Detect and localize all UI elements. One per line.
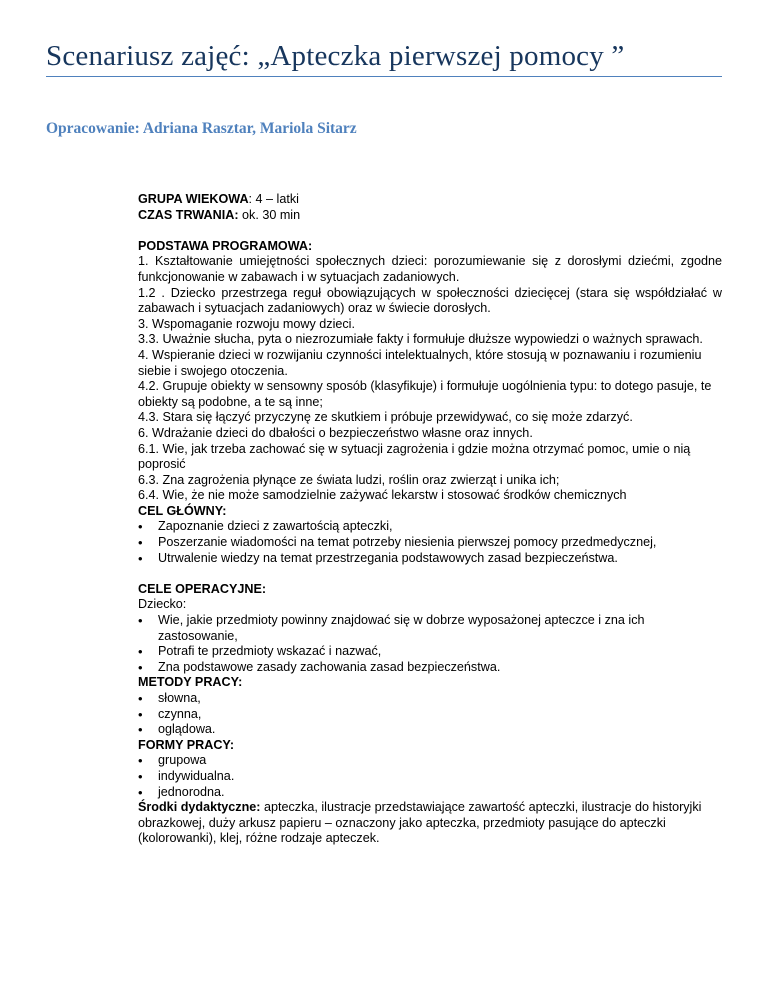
program-item: 1. Kształtowanie umiejętności społecznych dzieci: porozumiewanie się z dorosłymi dziećmi, zgodne funkcjonowanie w zabawach i w sytuacjach zadaniowych. (138, 254, 722, 284)
author-line: Opracowanie: Adriana Rasztar, Mariola Sitarz (46, 120, 357, 137)
program-item: 4.2. Grupuje obiekty w sensowny sposób (klasyfikuje) i formułuje uogólnienia typu: to dotego pasuje, te obiekty są podobne, a te są inne; (138, 379, 712, 409)
duration-line (138, 208, 722, 224)
page-title: Scenariusz zajęć: „Apteczka pierwszej pomocy ” (46, 40, 625, 72)
list-item: • Utrwalenie wiedzy na temat przestrzegania podstawowych zasad bezpieczeństwa. (138, 551, 722, 567)
list-item: • oglądowa. (138, 722, 722, 738)
spacer (138, 566, 722, 582)
operational-goals-list (138, 613, 722, 675)
list-item: • Zna podstawowe zasady zachowania zasad bezpieczeństwa. (138, 660, 722, 676)
list-item: • Poszerzanie wiadomości na temat potrzeby niesienia pierwszej pomocy przedmedycznej, (138, 535, 722, 551)
age-group-value: : 4 – latki (248, 192, 299, 206)
document-body (138, 192, 722, 847)
program-heading: PODSTAWA PROGRAMOWA: (138, 238, 313, 253)
operational-goals-heading: CELE OPERACYJNE: (138, 581, 267, 596)
program-item: 6.1. Wie, jak trzeba zachować się w sytuacji zagrożenia i gdzie można otrzymać pomoc, umie o nią poprosić (138, 441, 691, 472)
list-item: • Wie, jakie przedmioty powinny znajdować się w dobrze wyposażonej apteczce i zna ich zastosowanie, (138, 613, 722, 644)
program-item: 6.3. Zna zagrożenia płynące ze świata ludzi, roślin oraz zwierząt i unika ich; (138, 472, 560, 487)
program-item: 6.4. Wie, że nie może samodzielnie zażywać lekarstw i stosować środków chemicznych (138, 488, 627, 503)
forms-list (138, 753, 722, 800)
list-item: • Zapoznanie dzieci z zawartością apteczki, (138, 519, 722, 535)
list-item: • jednorodna. (138, 785, 722, 801)
list-item: • czynna, (138, 707, 722, 723)
duration-value: ok. 30 min (238, 207, 301, 222)
forms-heading: FORMY PRACY: (138, 737, 235, 752)
resources-paragraph (138, 800, 722, 847)
program-item: 4.3. Stara się łączyć przyczynę ze skutkiem i próbuje przewidywać, co się może zdarzyć. (138, 410, 633, 425)
methods-heading: METODY PRACY: (138, 675, 243, 690)
program-item: 4. Wspieranie dzieci w rozwijaniu czynności intelektualnych, które stosują w poznawaniu i rozumieniu siebie i swojego otoczenia. (138, 347, 702, 378)
duration-label: CZAS TRWANIA: (138, 207, 239, 222)
spacer (138, 223, 722, 239)
resources-label: Środki dydaktyczne: (138, 800, 261, 815)
program-item: 3. Wspomaganie rozwoju mowy dzieci. (138, 316, 355, 331)
list-item: • grupowa (138, 753, 722, 769)
main-goal-list (138, 519, 722, 566)
list-item: • Potrafi te przedmioty wskazać i nazwać, (138, 644, 722, 660)
list-item: • słowna, (138, 691, 722, 707)
list-item: • indywidualna. (138, 769, 722, 785)
methods-list (138, 691, 722, 738)
age-group-line (138, 192, 722, 208)
program-item: 3.3. Uważnie słucha, pyta o niezrozumiałe fakty i formułuje dłuższe wypowiedzi o ważnych sprawach. (138, 332, 703, 347)
age-group-label: GRUPA WIEKOWA (138, 192, 249, 206)
main-goal-heading: CEL GŁÓWNY: (138, 503, 227, 518)
title-underline (46, 76, 722, 77)
operational-goals-intro: Dziecko: (138, 597, 187, 612)
program-item: 1.2 . Dziecko przestrzega reguł obowiązujących w społeczności dziecięcej (stara się współdziałać w zabawach i sytuacjach zadaniowych) oraz w świecie dorosłych. (138, 285, 722, 316)
resources-text: apteczka, ilustracje przedstawiające zawartość apteczki, ilustracje do historyjki obrazkowej, duży arkusz papieru – oznaczony jako apteczka, przedmioty pasujące do apteczki (kolorowanki), klej, różne rodzaje apteczek. (138, 800, 702, 846)
program-item: 6. Wdrażanie dzieci do dbałości o bezpieczeństwo własne oraz innych. (138, 425, 533, 440)
